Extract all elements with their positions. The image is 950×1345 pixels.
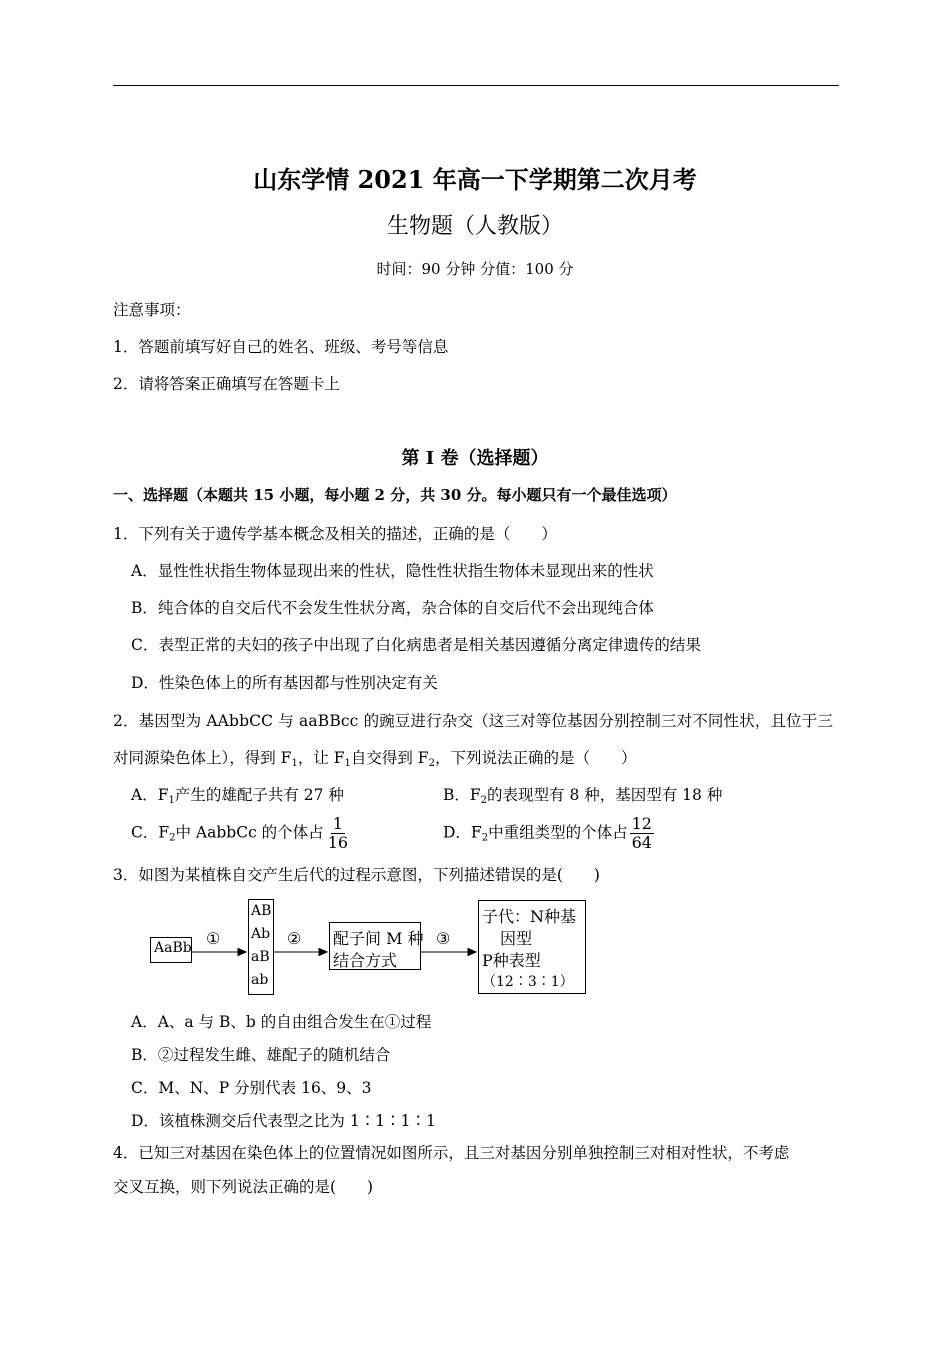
gamete-label: aB [251, 949, 270, 965]
question-1-option-d: D．性染色体上的所有基因都与性别决定有关 [131, 674, 438, 692]
arrow-1-head [238, 949, 246, 956]
fraction-numerator: 12 [631, 814, 652, 833]
step-1-label: ① [206, 929, 221, 948]
notes-heading: 注意事项： [113, 301, 191, 319]
combination-text: 结合方式 [333, 951, 398, 970]
option-text: C．F [131, 823, 170, 842]
question-1-option-b: B．纯合体的自交后代不会发生性状分离，杂合体的自交后代不会出现纯合体 [131, 599, 654, 617]
part-title: 一、选择题（本题共 15 小题，每小题 2 分，共 30 分。每小题只有一个最佳选项） [113, 486, 677, 504]
question-3-option-c: C．M、N、P 分别代表 16、9、3 [131, 1079, 372, 1097]
option-text: 的表现型有 8 种，基因型有 18 种 [487, 786, 723, 804]
option-text: B．F [443, 786, 481, 804]
option-text: 产生的雄配子共有 27 种 [174, 786, 344, 804]
step-3-label: ③ [436, 929, 451, 948]
question-3-stem: 3．如图为某植株自交产生后代的过程示意图，下列描述错误的是( ) [113, 866, 600, 884]
option-text: 中 AabbCc 的个体占 [175, 823, 324, 842]
parent-genotype: AaBb [154, 940, 192, 956]
question-1-stem: 1．下列有关于遗传学基本概念及相关的描述，正确的是（ ） [113, 525, 557, 543]
question-2-text: ，下列说法正确的是（ ） [434, 749, 637, 767]
arrow-3-head [468, 949, 476, 956]
question-4-line-1: 4．已知三对基因在染色体上的位置情况如图所示，且三对基因分别单独控制三对相对性状，不考虑 [113, 1144, 790, 1162]
option-text: 中重组类型的个体占 [488, 823, 628, 842]
fraction-denominator: 64 [631, 833, 652, 852]
note-item: 2．请将答案正确填写在答题卡上 [113, 375, 340, 393]
question-1-option-c: C．表型正常的夫妇的孩子中出现了白化病患者是相关基因遵循分离定律遗传的结果 [131, 636, 701, 654]
subscript: 1 [344, 758, 351, 769]
question-3-option-a: A．A、a 与 B、b 的自由组合发生在①过程 [131, 1013, 432, 1031]
combination-text: 配子间 M 种 [333, 929, 424, 948]
gamete-label: Ab [251, 926, 271, 942]
question-2-text: 自交得到 F [350, 749, 429, 767]
subscript: 2 [480, 795, 488, 806]
subscript: 2 [481, 832, 489, 844]
offspring-text: P种表型 [482, 951, 541, 970]
gamete-label: AB [251, 903, 272, 919]
gamete-label: ab [251, 972, 269, 988]
question-3-option-d: D．该植株测交后代表型之比为 1∶1∶1∶1 [131, 1112, 436, 1130]
question-2-text: ，让 F [297, 749, 345, 767]
question-4-line-2: 交叉互换，则下列说法正确的是( ) [113, 1178, 374, 1196]
question-2-text: 对同源染色体上），得到 F [113, 749, 292, 767]
question-3-option-b: B．②过程发生雌、雄配子的随机结合 [131, 1046, 391, 1064]
time-info: 时间：90 分钟 分值：100 分 [376, 260, 574, 278]
offspring-text: 子代：N种基 [482, 907, 577, 926]
option-text: A．F [131, 786, 169, 804]
question-2-line-1: 2．基因型为 AAbbCC 与 aaBBcc 的豌豆进行杂交（这三对等位基因分别控制三对不同性状，且位于三 [113, 712, 834, 730]
arrow-2-head [319, 949, 327, 956]
subscript: 1 [291, 758, 298, 769]
offspring-ratio: （12∶3∶1） [482, 974, 574, 990]
question-1-option-a: A．显性性状指生物体显现出来的性状，隐性性状指生物体未显现出来的性状 [131, 562, 654, 580]
offspring-text: 因型 [500, 929, 533, 948]
exam-subtitle: 生物题（人教版） [386, 214, 563, 239]
section-title: 第 I 卷（选择题） [401, 448, 549, 469]
fraction-denominator: 16 [327, 833, 349, 852]
note-item: 1．答题前填写好自己的姓名、班级、考号等信息 [113, 338, 449, 356]
subscript: 1 [168, 795, 175, 806]
subscript: 2 [169, 832, 176, 844]
subscript: 2 [428, 758, 435, 769]
step-2-label: ② [287, 929, 302, 948]
fraction-numerator: 1 [332, 814, 343, 833]
option-text: D．F [443, 823, 482, 842]
exam-title: 山东学情 2021 年高一下学期第二次月考 [253, 165, 697, 194]
